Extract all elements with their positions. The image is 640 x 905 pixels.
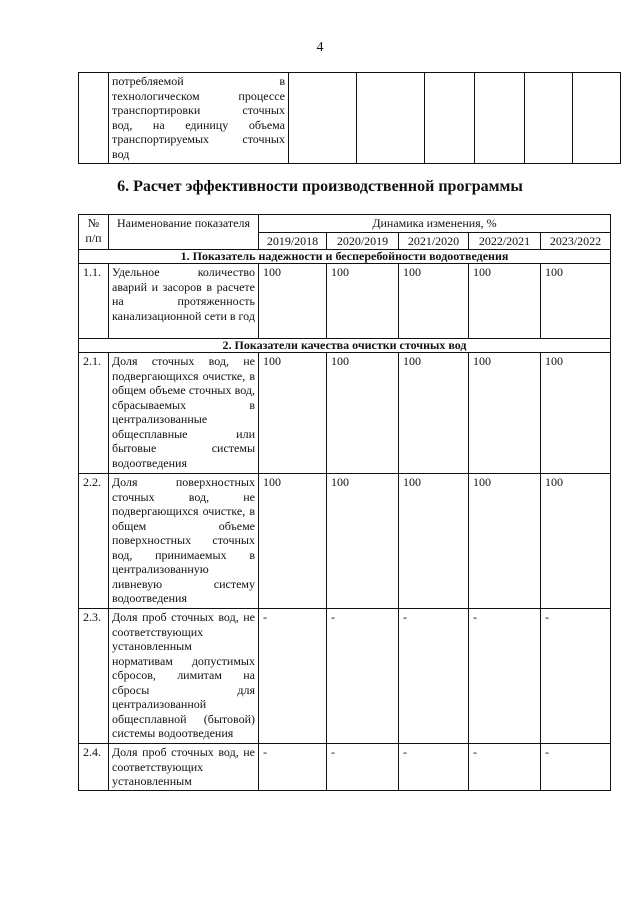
fragment-value-cell [573, 73, 621, 164]
fragment-line: транспортировки сточных [112, 103, 285, 117]
section-row [79, 339, 611, 353]
fragment-line: вод [112, 146, 130, 161]
section-title-cell: 1. Показатель надежности и бесперебойности водоотведения [79, 250, 611, 264]
page-number: 4 [316, 40, 324, 55]
row-value: 100 [259, 264, 327, 339]
fragment-line: вод, на единицу объема [112, 117, 285, 132]
row-value: 100 [259, 353, 327, 474]
row-value: 100 [327, 474, 399, 609]
row-number: 2.1. [79, 353, 109, 474]
fragment-name-cell [109, 73, 289, 164]
row-number: 2.3. [79, 609, 109, 744]
table-row [79, 264, 611, 339]
row-value: 100 [399, 474, 469, 609]
fragment-value-cell [425, 73, 475, 164]
table-row [79, 474, 611, 609]
section-title-cell: 2. Показатели качества очистки сточных вод [79, 339, 611, 353]
header-year: 2019/2018 [259, 232, 327, 250]
row-name: Доля сточных вод, не подвергающихся очистке, в общем объеме сточных вод, сбрасываемых в централизованные общесплавные или бытовые системы водоотведения [109, 353, 259, 474]
row-value: - [399, 609, 469, 744]
row-value: - [327, 609, 399, 744]
fragment-num-cell [79, 73, 109, 164]
row-value: 100 [327, 264, 399, 339]
header-num: № п/п [79, 215, 109, 250]
fragment-value-cell [289, 73, 357, 164]
fragment-line: транспортируемых сточных [112, 132, 285, 146]
header-year: 2023/2022 [541, 232, 611, 250]
header-year: 2020/2019 [327, 232, 399, 250]
table-row [79, 609, 611, 744]
row-number: 2.4. [79, 744, 109, 791]
row-value: 100 [469, 474, 541, 609]
row-value: 100 [259, 474, 327, 609]
header-dynamics: Динамика изменения, % [259, 215, 611, 233]
row-value: - [327, 744, 399, 791]
row-value: 100 [469, 353, 541, 474]
row-value: 100 [327, 353, 399, 474]
row-value: - [399, 744, 469, 791]
row-value: 100 [399, 353, 469, 474]
fragment-line: потребляемой в [112, 74, 285, 88]
row-value: 100 [399, 264, 469, 339]
efficiency-table [78, 214, 611, 791]
fragment-line: технологическом процессе [112, 88, 285, 103]
row-value: - [259, 744, 327, 791]
table-row [79, 744, 611, 791]
header-year: 2022/2021 [469, 232, 541, 250]
row-value: 100 [541, 264, 611, 339]
row-value: - [541, 744, 611, 791]
fragment-value-cell [525, 73, 573, 164]
section-title: 6. Расчет эффективности производственной программы [117, 178, 523, 195]
row-value: - [541, 609, 611, 744]
table-header-row [79, 215, 611, 233]
continued-table-fragment [78, 72, 621, 164]
row-name: Доля поверхностных сточных вод, не подвергающихся очистке, в общем объеме поверхностных сточных вод, принимаемых в централизованную ливневую систему водоотведения [109, 474, 259, 609]
row-value: 100 [541, 474, 611, 609]
header-name: Наименование показателя [109, 215, 259, 250]
fragment-value-cell [475, 73, 525, 164]
fragment-value-cell [357, 73, 425, 164]
row-number: 1.1. [79, 264, 109, 339]
row-name: Доля проб сточных вод, не соответствующих установленным нормативам допустимых сбросов, лимитам на сбросы для централизованной общесплавной (бытовой) системы водоотведения [109, 609, 259, 744]
row-value: - [469, 609, 541, 744]
header-year: 2021/2020 [399, 232, 469, 250]
section-row [79, 250, 611, 264]
row-value: - [259, 609, 327, 744]
row-value: 100 [469, 264, 541, 339]
row-name: Доля проб сточных вод, не соответствующих установленным [109, 744, 259, 791]
row-value: - [469, 744, 541, 791]
table-row [79, 353, 611, 474]
row-value: 100 [541, 353, 611, 474]
row-name: Удельное количество аварий и засоров в расчете на протяженность канализационной сети в год [109, 264, 259, 339]
row-number: 2.2. [79, 474, 109, 609]
